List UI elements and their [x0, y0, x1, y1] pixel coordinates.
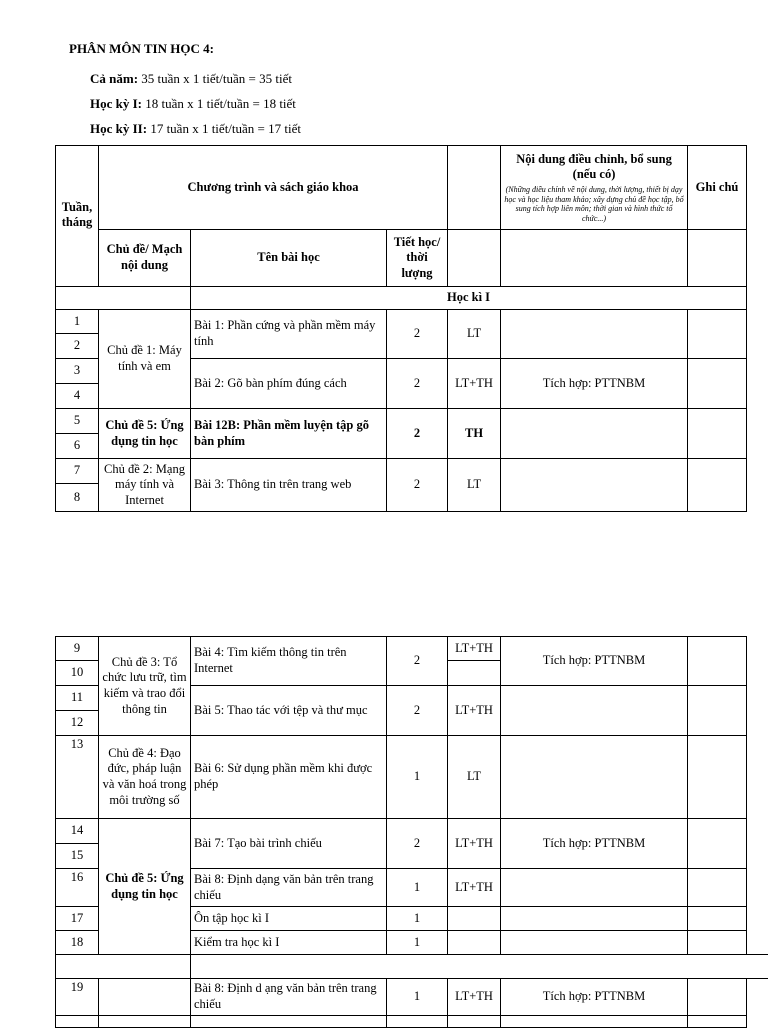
summary-year-label: Cả năm: [90, 71, 138, 86]
week-cell: 6 [56, 434, 99, 459]
week-cell [56, 1016, 99, 1028]
adjust-cell [501, 459, 688, 512]
notes-cell [688, 1016, 747, 1028]
adjust-cell [501, 310, 688, 359]
week-cell: 10 [56, 661, 99, 686]
periods-cell: 1 [387, 907, 448, 931]
type-cell: LT+TH [448, 819, 501, 869]
spacer-cell [747, 736, 768, 819]
lesson-cell: Bài 5: Thao tác với tệp và thư mục [191, 686, 387, 736]
type-cell: LT [448, 310, 501, 359]
header-lesson: Tên bài học [191, 230, 387, 287]
notes-cell [688, 869, 747, 907]
summary-year-text: 35 tuần x 1 tiết/tuần = 35 tiết [138, 71, 292, 86]
week-cell: 12 [56, 711, 99, 736]
adjust-cell: Tích hợp: PTTNBM [501, 359, 688, 409]
type-cell: LT+TH [448, 979, 501, 1016]
week-cell: 16 [56, 869, 99, 907]
adjust-cell: Tích hợp: PTTNBM [501, 819, 688, 869]
semester-2-label [191, 955, 768, 979]
week-cell: 19 [56, 979, 99, 1016]
header-blank [448, 146, 501, 230]
periods-cell: 2 [387, 459, 448, 512]
lesson-cell: Bài 8: Định d ạng văn bản trên trang chiếu [191, 979, 387, 1016]
spacer-cell [747, 979, 768, 1016]
periods-cell [387, 1016, 448, 1028]
adjust-cell [501, 869, 688, 907]
notes-cell [688, 686, 747, 736]
type-cell: LT [448, 459, 501, 512]
adjust-cell: Tích hợp: PTTNBM [501, 979, 688, 1016]
week-cell: 1 [56, 310, 99, 334]
cell-empty [688, 230, 747, 287]
header-week: Tuần, tháng [56, 146, 99, 287]
curriculum-table-part-2 [55, 636, 768, 1028]
week-cell: 8 [56, 484, 99, 512]
type-cell [448, 931, 501, 955]
summary-semester-1-text: 18 tuần x 1 tiết/tuần = 18 tiết [142, 96, 296, 111]
summary-semester-2-label: Học kỳ II: [90, 121, 147, 136]
week-cell: 18 [56, 931, 99, 955]
spacer-cell [747, 1016, 768, 1028]
adjust-cell [501, 686, 688, 736]
periods-cell: 2 [387, 359, 448, 409]
header-adjustments [501, 146, 688, 230]
lesson-cell: Bài 1: Phần cứng và phần mềm máy tính [191, 310, 387, 359]
week-cell: 14 [56, 819, 99, 844]
topic-cell [99, 979, 191, 1016]
summary-year [90, 71, 292, 87]
notes-cell [688, 459, 747, 512]
notes-cell [688, 907, 747, 931]
periods-cell: 1 [387, 736, 448, 819]
header-topic: Chủ đề/ Mạch nội dung [99, 230, 191, 287]
notes-cell [688, 736, 747, 819]
cell-empty [501, 230, 688, 287]
type-cell: LT+TH [448, 359, 501, 409]
spacer-cell [747, 907, 768, 931]
topic-cell: Chủ đề 3: Tổ chức lưu trữ, tìm kiếm và trao đổi thông tin [99, 637, 191, 736]
summary-semester-1 [90, 96, 296, 112]
lesson-cell: Bài 8: Định dạng văn bản trên trang chiếu [191, 869, 387, 907]
spacer-cell [747, 637, 768, 686]
periods-cell: 2 [387, 637, 448, 686]
periods-cell: 1 [387, 869, 448, 907]
topic-cell: Chủ đề 5: Ứng dụng tin học [99, 409, 191, 459]
cell-empty [56, 287, 191, 310]
lesson-cell [191, 1016, 387, 1028]
week-cell: 11 [56, 686, 99, 711]
summary-semester-1-label: Học kỳ I: [90, 96, 142, 111]
notes-cell [688, 359, 747, 409]
spacer-cell [747, 686, 768, 736]
lesson-cell: Bài 3: Thông tin trên trang web [191, 459, 387, 512]
topic-cell: Chủ đề 1: Máy tính và em [99, 310, 191, 409]
lesson-cell: Bài 4: Tìm kiếm thông tin trên Internet [191, 637, 387, 686]
cell-empty [56, 955, 191, 979]
lesson-cell: Ôn tập học kì I [191, 907, 387, 931]
type-cell [448, 1016, 501, 1028]
topic-cell: Chủ đề 2: Mạng máy tính và Internet [99, 459, 191, 512]
periods-cell: 2 [387, 409, 448, 459]
header-program: Chương trình và sách giáo khoa [99, 146, 448, 230]
header-notes: Ghi chú [688, 146, 747, 230]
type-cell [448, 661, 501, 686]
semester-1-label: Học kì I [191, 287, 747, 310]
week-cell: 13 [56, 736, 99, 819]
lesson-cell: Bài 12B: Phần mềm luyện tập gõ bàn phím [191, 409, 387, 459]
periods-cell: 1 [387, 931, 448, 955]
adjust-cell [501, 736, 688, 819]
notes-cell [688, 931, 747, 955]
week-cell: 7 [56, 459, 99, 484]
summary-semester-2 [90, 121, 301, 137]
type-cell: LT+TH [448, 686, 501, 736]
week-cell: 5 [56, 409, 99, 434]
week-cell: 3 [56, 359, 99, 384]
spacer-cell [747, 869, 768, 907]
lesson-cell: Kiểm tra học kì I [191, 931, 387, 955]
periods-cell: 1 [387, 979, 448, 1016]
notes-cell [688, 637, 747, 686]
cell-empty [448, 230, 501, 287]
notes-cell [688, 409, 747, 459]
adjust-cell [501, 1016, 688, 1028]
week-cell: 17 [56, 907, 99, 931]
adjust-cell [501, 907, 688, 931]
type-cell [448, 907, 501, 931]
week-cell: 15 [56, 844, 99, 869]
section-heading: PHÂN MÔN TIN HỌC 4: [69, 41, 214, 57]
adjust-cell [501, 409, 688, 459]
topic-cell: Chủ đề 5: Ứng dụng tin học [99, 819, 191, 955]
notes-cell [688, 819, 747, 869]
summary-semester-2-text: 17 tuần x 1 tiết/tuần = 17 tiết [147, 121, 301, 136]
type-cell: LT+TH [448, 869, 501, 907]
lesson-cell: Bài 7: Tạo bài trình chiếu [191, 819, 387, 869]
week-cell: 4 [56, 384, 99, 409]
header-periods: Tiết học/ thời lượng [387, 230, 448, 287]
week-cell: 2 [56, 334, 99, 359]
periods-cell: 2 [387, 819, 448, 869]
type-cell: LT+TH [448, 637, 501, 661]
week-cell: 9 [56, 637, 99, 661]
spacer-cell [747, 931, 768, 955]
header-adjustments-note: (Những điều chỉnh về nội dung, thời lượng, thiết bị dạy học và học liệu tham khảo; xây dựng chủ đề học tập, bổ sung tích hợp liên môn; thời gian và hình thức tổ chức...) [504, 185, 684, 223]
curriculum-table-part-1 [55, 145, 747, 512]
notes-cell [688, 310, 747, 359]
periods-cell: 2 [387, 686, 448, 736]
adjust-cell: Tích hợp: PTTNBM [501, 637, 688, 686]
notes-cell [688, 979, 747, 1016]
header-adjustments-title: Nội dung điều chỉnh, bổ sung (nếu có) [516, 152, 672, 182]
topic-cell [99, 1016, 191, 1028]
spacer-cell [747, 819, 768, 869]
adjust-cell [501, 931, 688, 955]
type-cell: TH [448, 409, 501, 459]
topic-cell: Chủ đề 4: Đạo đức, pháp luận và văn hoá trong môi trường số [99, 736, 191, 819]
lesson-cell: Bài 2: Gõ bàn phím đúng cách [191, 359, 387, 409]
type-cell: LT [448, 736, 501, 819]
periods-cell: 2 [387, 310, 448, 359]
lesson-cell: Bài 6: Sử dụng phần mềm khi được phép [191, 736, 387, 819]
